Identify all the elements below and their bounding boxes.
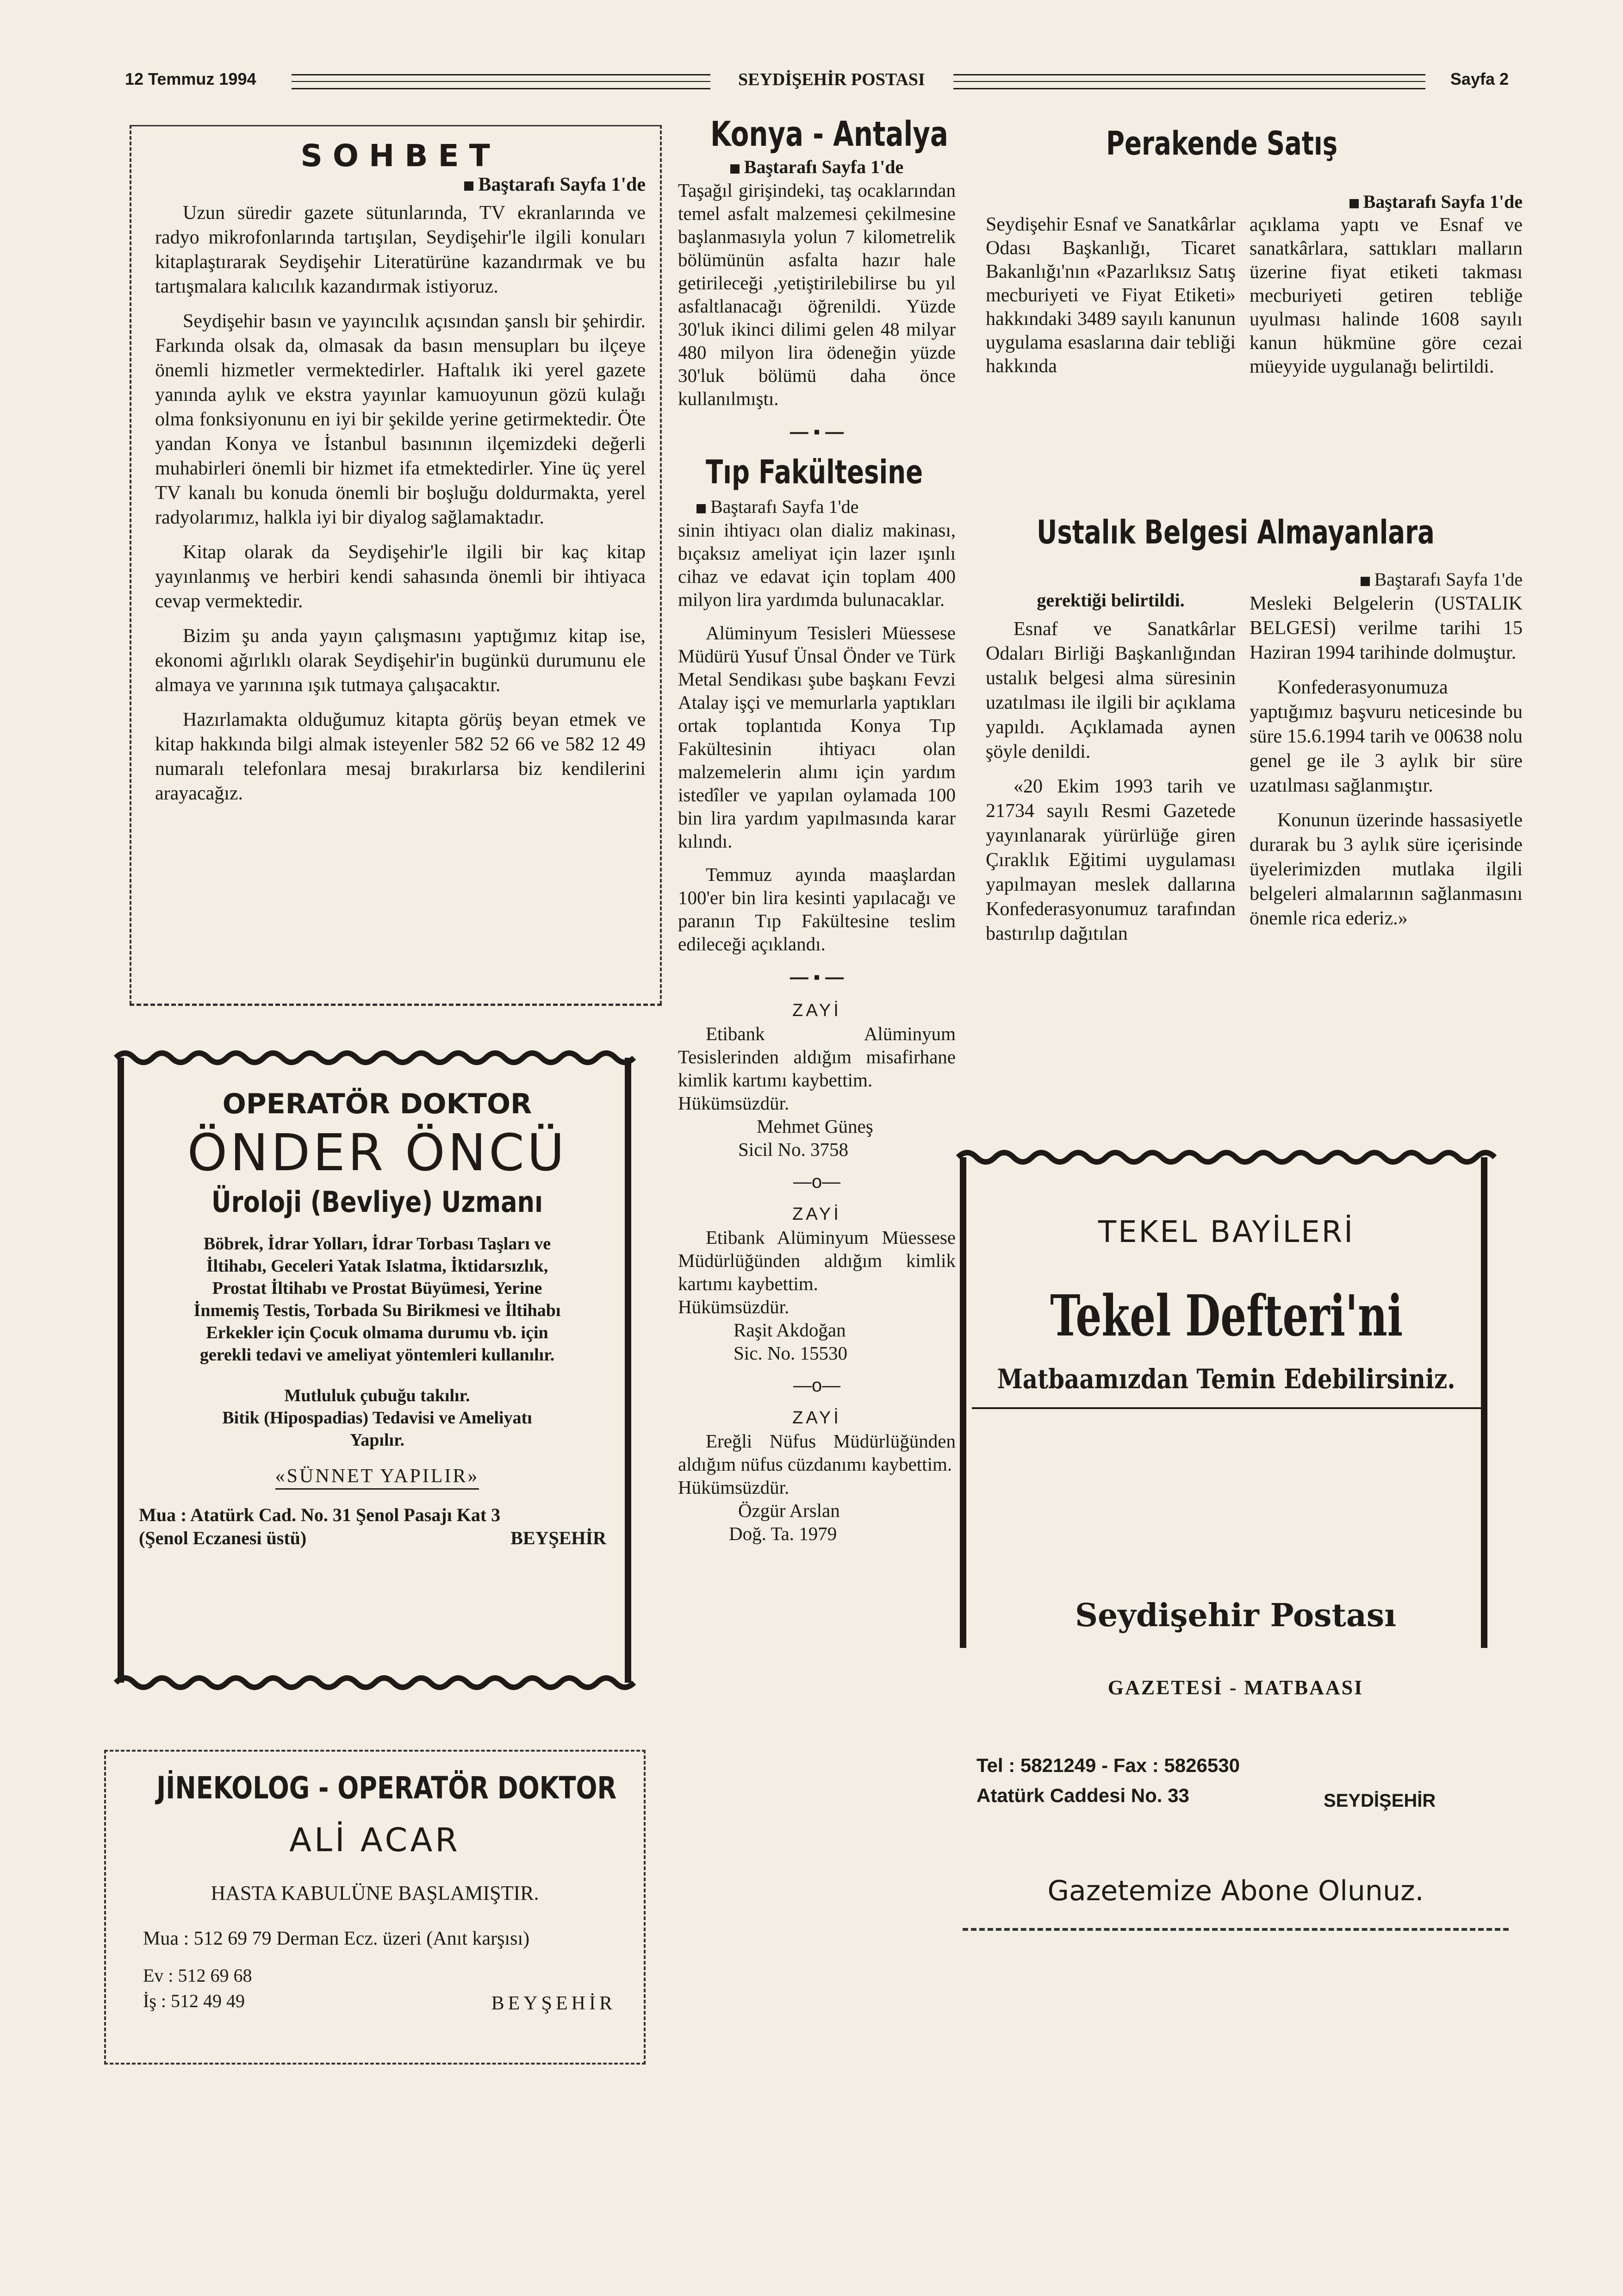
ad-oncu-sunnet: «SÜNNET YAPILIR» (275, 1465, 479, 1490)
ad-oncu-address: Mua : Atatürk Cad. No. 31 Şenol Pasajı Kat 3 (139, 1504, 501, 1525)
konya-title: Konya - Antalya (710, 114, 948, 154)
header-rule (953, 88, 1425, 89)
ustalik-source: Baştarafı Sayfa 1'de (1250, 567, 1523, 592)
zayi-number: Sicil No. 3758 (738, 1139, 849, 1160)
postasi-abone: Gazetemize Abone Olunuz. (1047, 1875, 1424, 1907)
tip-paragraph: Temmuz ayında maaşlardan 100'er bin lira kesinti yapılacağı ve paranın Tıp Fakültesine teslim edileceği açıklandı. (678, 864, 956, 955)
ad-acar-phone: İş : 512 49 49 (143, 1990, 245, 2011)
zayi-name: Mehmet Güneş (757, 1116, 873, 1137)
sohbet-paragraph: Kitap olarak da Seydişehir'le ilgili bir kaç kitap yayınlanmış ve herbiri kendi sahasında önemli bir ihtiyaca cevap vermektedir. (155, 542, 646, 612)
postasi-phone: Tel : 5821249 - Fax : 5826530 (976, 1754, 1240, 1776)
sohbet-paragraph: Hazırlamakta olduğumuz kitapta görüş beyan etmek ve kitap hakkında bilgi almak isteyenler 582 52 66 ve 582 12 49 numaralı telefonlara mesaj bırakırlarsa biz kendilerini arayacağız. (155, 709, 646, 804)
ad-oncu-body-line: Prostat İltihabı ve Prostat Büyümesi, Yerine (212, 1279, 542, 1298)
ad-oncu-line: Yapılır. (350, 1430, 404, 1450)
ad-oncu-body-line: İltihabı, Geceleri Yatak Islatma, İktidarsızlık, (206, 1256, 548, 1276)
bullet-icon (696, 504, 706, 513)
zayi-text: Etibank Alüminyum Tesislerinden aldığım misafirhane kimlik kartımı kaybettim. (678, 1023, 956, 1091)
ustalik-text: «20 Ekim 1993 tarih ve 21734 sayılı Resmi Gazetede yayınlanarak yürürlüğe giren Çıraklık Eğitimi uygulaması yapılmayan meslek dallarına Konfederasyonumuz tarafından bastırılıp dağıtılan (986, 776, 1236, 944)
bullet-icon (730, 164, 740, 174)
divider (963, 1928, 1509, 1931)
ad-oncu-line: Bitik (Hipospadias) Tedavisi ve Ameliyatı (222, 1408, 532, 1428)
ustalik-left-head: gerektiği belirtildi. (1037, 590, 1185, 611)
separator: — ▪ — (790, 422, 844, 442)
ad-oncu-name: ÖNDER ÖNCÜ (187, 1123, 567, 1182)
ustalik-text: Konunun üzerinde hassasiyetle durarak bu 3 aylık süre içerisinde üyelerimizden mutlaka ilgili belgeleri almalarının sağlanmasını önemle rica ederiz.» (1250, 810, 1523, 929)
ad-acar-city: BEYŞEHİR (491, 1993, 616, 2014)
sohbet-title: SOHBET (300, 138, 500, 174)
bullet-icon (1349, 199, 1359, 208)
ad-acar-note: HASTA KABULÜNE BAŞLAMIŞTIR. (211, 1882, 539, 1904)
sohbet-paragraph: Uzun süredir gazete sütunlarında, TV ekranlarında ve radyo mikrofonlarında tartışılan, Seydişehir'le ilgili konuları kitaplaştırarak Seydişehir Literatürüne kazandırmak ve bu tartışmalara kalıcılık kazandırmak istiyoruz. (155, 202, 646, 297)
tekel-subtitle: Matbaamızdan Temin Edebilirsiniz. (997, 1363, 1456, 1395)
perakende-article (986, 125, 1527, 377)
tip-source: Baştarafı Sayfa 1'de (696, 495, 956, 518)
ustalik-text: Konfederasyonumuza yaptığımız başvuru neticesinde bu süre 15.6.1994 tarih ve 00638 nolu genel ge ile 3 aylık bir süre uzatılması sağlanmıştır. (1250, 677, 1523, 796)
postasi-brand: Seydişehir Postası (1075, 1597, 1397, 1634)
zayi-title: ZAYİ (792, 1204, 841, 1224)
ad-oncu-city: BEYŞEHİR (510, 1528, 606, 1548)
perakende-text: Seydişehir Esnaf ve Sanatkârlar Odası Başkanlığı, Ticaret Bakanlığı'nın «Pazarlıksız Satış mecburiyeti ve Fiyat Etiketi» hakkındaki 3489 sayılı kanunun uygulama esaslarına dair tebliği hakkında (986, 214, 1236, 377)
ustalik-text: Mesleki Belgelerin (USTALIK BELGESİ) verilme tarihi 15 Haziran 1994 tarihinde dolmuştur. (1250, 593, 1523, 663)
tip-paragraph: sinin ihtiyacı olan dializ makinası, bıçaksız ameliyat için lazer ışınlı cihaz ve edavat için toplam 400 milyon lira yardımda bulunacaklar. (678, 519, 956, 610)
sohbet-paragraph: Seydişehir basın ve yayıncılık açısından şanslı bir şehirdir. Farkında olsak da, olmasak da basın mensupları bu ilçeye önemli hizmetler vermektedirler. Haftalık iki yerel gazete yanında aylık ve ekstra yayınlar kamuoyunun gözü kulağı olma fonksiyonunu en iyi bir şekilde yerine getirmektedir. Öte yandan Konya ve İstanbul basınının ilçemizdeki değerli muhabirleri önemli bir hizmet ifa etmektedirler. Yine üç yerel TV kanalı bu konuda önemli bir boşluğu doldurmakta, yerel radyolarımız, halkla iyi bir diyalog sağlamaktadır. (155, 311, 646, 528)
ad-oncu-body-line: Böbrek, İdrar Yolları, İdrar Torbası Taşları ve (203, 1234, 551, 1254)
zayi-hukum: Hükümsüzdür. (678, 1477, 790, 1498)
ad-seydisehir-postasi (972, 1597, 1499, 1967)
zayi-name: Özgür Arslan (738, 1500, 840, 1521)
tip-title: Tıp Fakültesine (706, 453, 923, 491)
zayi-title: ZAYİ (792, 1001, 841, 1020)
postasi-city: SEYDİŞEHİR (1324, 1791, 1436, 1811)
zayi-number: Doğ. Ta. 1979 (729, 1523, 837, 1544)
header-rule (953, 81, 1425, 82)
middle-column (678, 116, 956, 1545)
ustalik-text: Esnaf ve Sanatkârlar Odaları Birliği Başkanlığından ustalık belgesi alma süresinin uzatılması ile ilgili bir açıklama yapıldı. Açıklamada aynen şöyle denildi. (986, 618, 1236, 762)
header-rule (292, 88, 710, 89)
separator: — ▪ — (790, 967, 844, 987)
ad-oncu-line: Mutluluk çubuğu takılır. (284, 1386, 470, 1405)
bullet-icon (1361, 577, 1370, 586)
konya-source: Baştarafı Sayfa 1'de (678, 156, 956, 179)
ad-oncu-body-line: Erkekler için Çocuk olmama durumu vb. için (206, 1323, 548, 1342)
ad-oncu-body-line: İnmemiş Testis, Torbada Su Birikmesi ve İltihabı (193, 1301, 561, 1320)
bullet-icon (464, 181, 473, 191)
konya-text: Taşağıl girişindeki, taş ocaklarından temel asfalt malzemesi çekilmesine başlanmasıyla yolun 7 kilometrelik bölümünün asfalta hazır hale getirileceği ,yetiştirilebilirse bu yıl asfaltlanacağı öğrenildi. Yüzde 30'luk ikinci dilimi gelen 48 milyar 480 milyon lira ödeneğin yüzde 30'luk bölümü daha önce kullanılmıştı. (678, 180, 956, 409)
ad-oncu-specialty: Üroloji (Bevliye) Uzmanı (211, 1185, 543, 1219)
postasi-subtitle: GAZETESİ - MATBAASI (1107, 1676, 1364, 1699)
zayi-text: Ereğli Nüfus Müdürlüğünden aldığım nüfus cüzdanımı kaybettim. (678, 1430, 956, 1475)
ad-acar-address: Mua : 512 69 79 Derman Ecz. üzeri (Anıt karşısı) (143, 1928, 530, 1949)
ad-acar-title: JİNEKOLOG - OPERATÖR DOKTOR (156, 1770, 617, 1806)
zayi-number: Sic. No. 15530 (734, 1342, 847, 1364)
sohbet-column (155, 138, 646, 816)
ustalik-title: Ustalık Belgesi Almayanlara (1037, 513, 1435, 551)
ad-oncu-body-line: gerekli tedavi ve ameliyat yöntemleri kullanılır. (199, 1345, 555, 1365)
tip-paragraph: Alüminyum Tesisleri Müessese Müdürü Yusuf Ünsal Önder ve Türk Metal Sendikası şube başkanı Fevzi Atalay işçi ve memurlarla yaptıkları ortak toplantıda Konya Tıp Fakültesinin ihtiyacı olan malzemelerin alımı için yardım istedîler ve yapılan oylamada 100 bin lira yardım yapılmasında karar kılındı. (678, 622, 956, 852)
divider (972, 1407, 1481, 1409)
zayi-title: ZAYİ (792, 1408, 841, 1428)
ad-oncu-address: (Şenol Eczanesi üstü) (139, 1528, 307, 1548)
separator: —o— (793, 1375, 841, 1396)
ad-ali-acar (104, 1750, 646, 2065)
tekel-head: TEKEL BAYİLERİ (1098, 1215, 1355, 1249)
ad-acar-name: ALİ ACAR (289, 1821, 460, 1859)
newspaper-name: SEYDİŞEHİR POSTASI (738, 70, 925, 89)
zayi-hukum: Hükümsüzdür. (678, 1092, 790, 1114)
header-rule (292, 81, 710, 82)
box-border (130, 1004, 662, 1007)
zayi-hukum: Hükümsüzdür. (678, 1296, 790, 1317)
ad-onder-oncu (111, 1042, 643, 1699)
ustalik-article (986, 513, 1527, 944)
sohbet-paragraph: Bizim şu anda yayın çalışmasını yaptığımız kitap ise, ekonomi ağırlıklı olarak Seydişehir'in bugünkü durumunu ele almaya ve yarınına ışık tutmaya çalışacaktır. (155, 625, 646, 696)
page-number: Sayfa 2 (1450, 69, 1509, 88)
ad-acar-phone: Ev : 512 69 68 (143, 1965, 252, 1986)
tekel-title: Tekel Defteri'ni (1050, 1282, 1403, 1349)
separator: —o— (793, 1172, 841, 1192)
perakende-title: Perakende Satış (1106, 125, 1338, 162)
sohbet-source: Baştarafı Sayfa 1'de (155, 173, 646, 197)
zayi-name: Raşit Akdoğan (734, 1319, 846, 1341)
postasi-address: Atatürk Caddesi No. 33 (976, 1784, 1189, 1806)
ad-oncu-title: OPERATÖR DOKTOR (222, 1088, 532, 1120)
perakende-source: Baştarafı Sayfa 1'de (1250, 190, 1523, 213)
perakende-text: açıklama yaptı ve Esnaf ve sanatkârlara, sattıkları malların üzerine fiyat etiketi takması mecburiyeti getiren tebliğe uyulması halinde 1608 sayılı kanun hükmüne göre cezai müeyyide uygulanağı belirtildi. (1250, 214, 1523, 377)
page-header (125, 60, 1509, 102)
header-rule (953, 74, 1425, 75)
issue-date: 12 Temmuz 1994 (125, 69, 256, 88)
header-rule (292, 74, 710, 75)
zayi-text: Etibank Alüminyum Müessese Müdürlüğünden aldığım kimlik kartımı kaybettim. (678, 1227, 956, 1294)
